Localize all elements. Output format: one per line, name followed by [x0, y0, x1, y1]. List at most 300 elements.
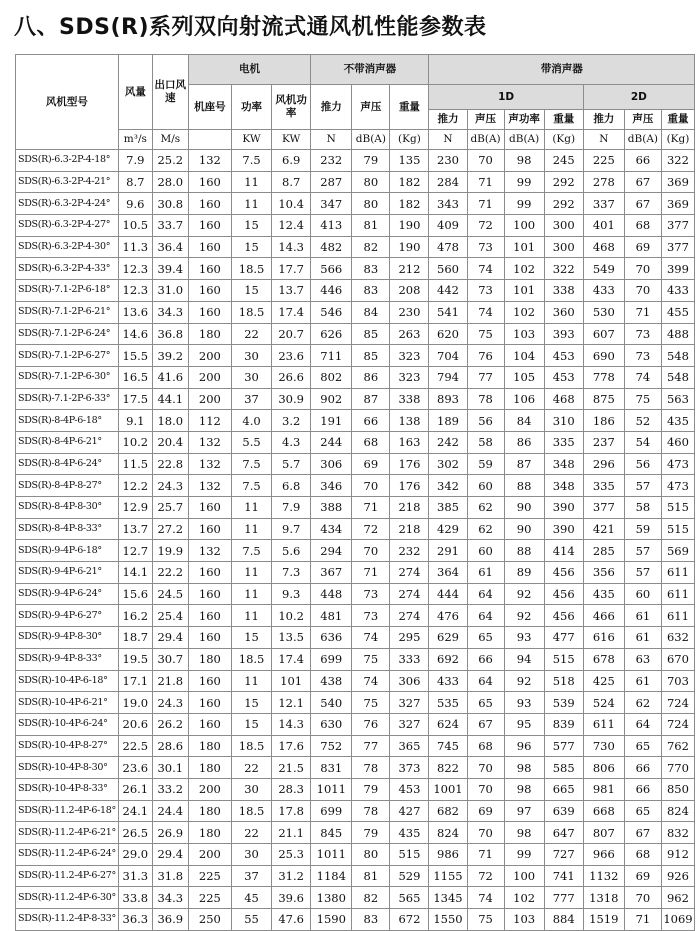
table-cell: 64: [467, 670, 504, 692]
table-cell: 429: [429, 518, 467, 540]
table-cell: 93: [504, 692, 544, 714]
table-cell: 291: [429, 540, 467, 562]
table-cell: 26.5: [118, 822, 152, 844]
table-cell: 72: [467, 215, 504, 237]
table-cell: 456: [544, 562, 583, 584]
table-cell: 413: [311, 215, 352, 237]
table-cell: 294: [311, 540, 352, 562]
table-row: [16, 301, 695, 323]
table-cell: 22: [232, 822, 272, 844]
table-cell: 435: [583, 583, 624, 605]
table-cell: 548: [661, 366, 694, 388]
table-cell: 79: [352, 822, 390, 844]
table-cell: 433: [429, 670, 467, 692]
table-cell: 530: [583, 301, 624, 323]
table-cell: 12.2: [118, 475, 152, 497]
table-cell: 1550: [429, 909, 467, 931]
table-cell: 369: [661, 171, 694, 193]
table-cell: 25.2: [152, 150, 188, 172]
table-cell: 65: [467, 692, 504, 714]
table-row: [16, 453, 695, 475]
table-cell: 274: [390, 605, 429, 627]
table-cell: 365: [390, 735, 429, 757]
table-cell: 34.3: [152, 887, 188, 909]
table-cell: 518: [544, 670, 583, 692]
table-cell: 323: [390, 345, 429, 367]
unit-1d-weight: (Kg): [544, 130, 583, 150]
table-cell: 105: [504, 366, 544, 388]
table-cell: 285: [583, 540, 624, 562]
table-cell: 24.3: [152, 692, 188, 714]
table-cell: 182: [390, 171, 429, 193]
model-cell: SDS(R)-9-4P-8-30°: [16, 627, 119, 649]
table-cell: 75: [467, 323, 504, 345]
table-cell: 29.4: [152, 844, 188, 866]
header-airflow: 风量: [118, 55, 152, 130]
table-cell: 926: [661, 865, 694, 887]
table-cell: 77: [352, 735, 390, 757]
table-row: [16, 150, 695, 172]
table-cell: 10.2: [118, 431, 152, 453]
table-cell: 29.0: [118, 844, 152, 866]
table-cell: 13.6: [118, 301, 152, 323]
table-cell: 822: [429, 757, 467, 779]
table-cell: 12.4: [272, 215, 311, 237]
table-cell: 409: [429, 215, 467, 237]
table-row: [16, 323, 695, 345]
table-cell: 83: [352, 258, 390, 280]
table-cell: 4.0: [232, 410, 272, 432]
table-cell: 327: [390, 713, 429, 735]
table-cell: 724: [661, 692, 694, 714]
table-cell: 76: [467, 345, 504, 367]
table-cell: 824: [661, 800, 694, 822]
table-cell: 36.8: [152, 323, 188, 345]
table-cell: 25.4: [152, 605, 188, 627]
table-cell: 132: [188, 475, 231, 497]
table-cell: 12.3: [118, 258, 152, 280]
table-cell: 22: [232, 323, 272, 345]
table-cell: 611: [661, 583, 694, 605]
header-model: 风机型号: [16, 55, 119, 150]
table-cell: 535: [429, 692, 467, 714]
table-cell: 17.1: [118, 670, 152, 692]
table-cell: 99: [504, 844, 544, 866]
table-cell: 26.1: [118, 778, 152, 800]
table-cell: 80: [352, 171, 390, 193]
table-cell: 74: [352, 627, 390, 649]
table-cell: 455: [661, 301, 694, 323]
table-cell: 160: [188, 215, 231, 237]
table-cell: 68: [624, 215, 661, 237]
model-cell: SDS(R)-6.3-2P-4-21°: [16, 171, 119, 193]
table-row: [16, 345, 695, 367]
table-cell: 15: [232, 692, 272, 714]
table-cell: 112: [188, 410, 231, 432]
table-cell: 60: [467, 540, 504, 562]
table-cell: 17.8: [272, 800, 311, 822]
table-cell: 335: [544, 431, 583, 453]
table-cell: 630: [311, 713, 352, 735]
model-cell: SDS(R)-6.3-2P-4-33°: [16, 258, 119, 280]
model-cell: SDS(R)-9-4P-6-21°: [16, 562, 119, 584]
table-cell: 12.7: [118, 540, 152, 562]
table-cell: 30.1: [152, 757, 188, 779]
table-row: [16, 909, 695, 931]
table-cell: 435: [390, 822, 429, 844]
table-cell: 17.6: [272, 735, 311, 757]
table-cell: 287: [311, 171, 352, 193]
table-cell: 17.4: [272, 648, 311, 670]
table-cell: 225: [188, 865, 231, 887]
table-cell: 26.9: [152, 822, 188, 844]
table-cell: 13.7: [272, 280, 311, 302]
table-cell: 16.5: [118, 366, 152, 388]
table-cell: 807: [583, 822, 624, 844]
table-cell: 456: [544, 583, 583, 605]
table-cell: 385: [429, 497, 467, 519]
table-cell: 360: [544, 301, 583, 323]
table-cell: 94: [504, 648, 544, 670]
table-cell: 333: [390, 648, 429, 670]
table-cell: 61: [624, 627, 661, 649]
table-cell: 78: [467, 388, 504, 410]
table-cell: 64: [467, 605, 504, 627]
table-row: [16, 518, 695, 540]
table-cell: 44.1: [152, 388, 188, 410]
table-row: [16, 865, 695, 887]
table-row: [16, 757, 695, 779]
table-cell: 540: [311, 692, 352, 714]
table-cell: 212: [390, 258, 429, 280]
table-row: [16, 171, 695, 193]
table-cell: 70: [467, 778, 504, 800]
table-row: [16, 497, 695, 519]
table-cell: 337: [583, 193, 624, 215]
table-cell: 189: [429, 410, 467, 432]
table-cell: 515: [661, 518, 694, 540]
page-title: 八、SDS(R)系列双向射流式通风机性能参数表: [14, 15, 487, 40]
table-cell: 31.0: [152, 280, 188, 302]
table-row: [16, 193, 695, 215]
table-cell: 473: [661, 453, 694, 475]
table-cell: 8.7: [118, 171, 152, 193]
table-cell: 912: [661, 844, 694, 866]
unit-airflow: m³/s: [118, 130, 152, 150]
table-cell: 98: [504, 150, 544, 172]
header-frame: 机座号: [188, 85, 231, 130]
table-cell: 70: [624, 280, 661, 302]
table-cell: 14.3: [272, 236, 311, 258]
table-cell: 200: [188, 778, 231, 800]
header-with-silencer: 带消声器: [429, 55, 695, 85]
header-motor: 电机: [188, 55, 310, 85]
table-cell: 453: [544, 366, 583, 388]
table-cell: 569: [661, 540, 694, 562]
table-row: [16, 822, 695, 844]
table-cell: 15.6: [118, 583, 152, 605]
table-cell: 81: [352, 215, 390, 237]
table-cell: 22.8: [152, 453, 188, 475]
header-1d-sound-power: 声功率: [504, 110, 544, 130]
table-cell: 66: [624, 150, 661, 172]
table-cell: 24.3: [152, 475, 188, 497]
table-cell: 21.1: [272, 822, 311, 844]
table-cell: 242: [429, 431, 467, 453]
table-cell: 218: [390, 518, 429, 540]
table-cell: 88: [504, 540, 544, 562]
table-cell: 87: [504, 453, 544, 475]
table-cell: 98: [504, 778, 544, 800]
table-cell: 232: [311, 150, 352, 172]
table-cell: 104: [504, 345, 544, 367]
table-cell: 377: [661, 236, 694, 258]
table-row: [16, 215, 695, 237]
table-cell: 54: [624, 431, 661, 453]
table-cell: 82: [352, 887, 390, 909]
table-cell: 68: [352, 431, 390, 453]
table-cell: 741: [544, 865, 583, 887]
model-cell: SDS(R)-10-4P-8-33°: [16, 778, 119, 800]
unit-power: KW: [232, 130, 272, 150]
table-cell: 70: [352, 540, 390, 562]
table-cell: 176: [390, 475, 429, 497]
table-cell: 338: [544, 280, 583, 302]
table-cell: 845: [311, 822, 352, 844]
table-cell: 92: [504, 605, 544, 627]
table-cell: 421: [583, 518, 624, 540]
table-cell: 57: [624, 475, 661, 497]
model-cell: SDS(R)-8-4P-6-18°: [16, 410, 119, 432]
table-cell: 11.5: [118, 453, 152, 475]
table-cell: 66: [624, 778, 661, 800]
table-cell: 711: [311, 345, 352, 367]
table-cell: 71: [467, 844, 504, 866]
table-cell: 26.2: [152, 713, 188, 735]
table-cell: 20.4: [152, 431, 188, 453]
table-cell: 76: [352, 713, 390, 735]
table-cell: 1519: [583, 909, 624, 931]
table-cell: 699: [311, 800, 352, 822]
table-cell: 180: [188, 822, 231, 844]
table-cell: 100: [504, 865, 544, 887]
table-row: [16, 713, 695, 735]
table-cell: 18.5: [232, 648, 272, 670]
table-cell: 28.3: [272, 778, 311, 800]
table-cell: 160: [188, 280, 231, 302]
table-cell: 86: [352, 366, 390, 388]
table-cell: 323: [390, 366, 429, 388]
table-cell: 163: [390, 431, 429, 453]
table-cell: 566: [311, 258, 352, 280]
table-cell: 377: [661, 215, 694, 237]
table-cell: 98: [504, 757, 544, 779]
table-cell: 18.5: [232, 258, 272, 280]
table-cell: 476: [429, 605, 467, 627]
table-cell: 64: [624, 713, 661, 735]
table-cell: 160: [188, 518, 231, 540]
table-cell: 6.8: [272, 475, 311, 497]
table-cell: 11: [232, 497, 272, 519]
table-cell: 11: [232, 193, 272, 215]
table-cell: 72: [352, 518, 390, 540]
model-cell: SDS(R)-11.2-4P-6-24°: [16, 844, 119, 866]
table-cell: 390: [544, 518, 583, 540]
table-cell: 18.5: [232, 800, 272, 822]
table-cell: 22: [232, 757, 272, 779]
table-cell: 22.5: [118, 735, 152, 757]
table-cell: 986: [429, 844, 467, 866]
table-cell: 444: [429, 583, 467, 605]
table-cell: 27.2: [152, 518, 188, 540]
unit-2d-weight: (Kg): [661, 130, 694, 150]
table-cell: 28.0: [152, 171, 188, 193]
table-cell: 73: [624, 323, 661, 345]
model-cell: SDS(R)-11.2-4P-8-33°: [16, 909, 119, 931]
table-cell: 77: [467, 366, 504, 388]
table-cell: 620: [429, 323, 467, 345]
table-cell: 180: [188, 323, 231, 345]
table-cell: 10.4: [272, 193, 311, 215]
table-row: [16, 583, 695, 605]
table-cell: 607: [583, 323, 624, 345]
table-cell: 902: [311, 388, 352, 410]
table-cell: 23.6: [272, 345, 311, 367]
table-row: [16, 366, 695, 388]
table-cell: 327: [390, 692, 429, 714]
table-row: [16, 778, 695, 800]
table-cell: 347: [311, 193, 352, 215]
table-cell: 300: [544, 236, 583, 258]
table-cell: 15: [232, 713, 272, 735]
table-cell: 135: [390, 150, 429, 172]
table-cell: 99: [504, 171, 544, 193]
table-cell: 274: [390, 562, 429, 584]
unit-spl: dB(A): [352, 130, 390, 150]
table-cell: 96: [504, 735, 544, 757]
table-cell: 30: [232, 844, 272, 866]
table-cell: 37: [232, 865, 272, 887]
table-cell: 832: [661, 822, 694, 844]
table-cell: 230: [429, 150, 467, 172]
table-cell: 448: [311, 583, 352, 605]
table-cell: 616: [583, 627, 624, 649]
table-cell: 322: [661, 150, 694, 172]
table-cell: 67: [624, 171, 661, 193]
table-cell: 460: [661, 431, 694, 453]
table-cell: 86: [504, 431, 544, 453]
table-cell: 682: [429, 800, 467, 822]
table-cell: 85: [352, 345, 390, 367]
table-cell: 60: [467, 475, 504, 497]
table-cell: 61: [624, 605, 661, 627]
table-cell: 11: [232, 562, 272, 584]
table-cell: 73: [624, 345, 661, 367]
table-cell: 966: [583, 844, 624, 866]
table-cell: 11: [232, 171, 272, 193]
table-cell: 367: [311, 562, 352, 584]
table-cell: 7.9: [272, 497, 311, 519]
header-no-silencer: 不带消声器: [311, 55, 429, 85]
model-cell: SDS(R)-9-4P-6-18°: [16, 540, 119, 562]
table-cell: 28.6: [152, 735, 188, 757]
table-cell: 57: [624, 540, 661, 562]
table-cell: 24.4: [152, 800, 188, 822]
table-cell: 200: [188, 366, 231, 388]
table-row: [16, 236, 695, 258]
table-cell: 88: [504, 475, 544, 497]
model-cell: SDS(R)-7.1-2P-6-30°: [16, 366, 119, 388]
table-cell: 9.1: [118, 410, 152, 432]
table-row: [16, 431, 695, 453]
unit-1d-spl: dB(A): [467, 130, 504, 150]
table-cell: 14.6: [118, 323, 152, 345]
table-cell: 14.3: [272, 713, 311, 735]
table-cell: 10.2: [272, 605, 311, 627]
table-cell: 75: [352, 648, 390, 670]
table-cell: 16.2: [118, 605, 152, 627]
table-cell: 13.5: [272, 627, 311, 649]
table-cell: 1011: [311, 778, 352, 800]
table-cell: 56: [467, 410, 504, 432]
table-cell: 468: [544, 388, 583, 410]
unit-weight: (Kg): [390, 130, 429, 150]
table-cell: 73: [352, 605, 390, 627]
table-cell: 17.7: [272, 258, 311, 280]
header-thrust: 推力: [311, 85, 352, 130]
model-cell: SDS(R)-6.3-2P-4-24°: [16, 193, 119, 215]
table-row: [16, 388, 695, 410]
table-cell: 160: [188, 236, 231, 258]
table-cell: 11: [232, 605, 272, 627]
table-cell: 55: [232, 909, 272, 931]
table-row: [16, 562, 695, 584]
table-cell: 101: [504, 236, 544, 258]
table-cell: 68: [467, 735, 504, 757]
table-cell: 343: [429, 193, 467, 215]
table-cell: 71: [467, 171, 504, 193]
model-cell: SDS(R)-11.2-4P-6-18°: [16, 800, 119, 822]
header-2d-thrust: 推力: [583, 110, 624, 130]
table-cell: 200: [188, 345, 231, 367]
table-cell: 100: [504, 215, 544, 237]
table-cell: 10.5: [118, 215, 152, 237]
table-cell: 30: [232, 778, 272, 800]
table-cell: 74: [467, 301, 504, 323]
table-cell: 6.9: [272, 150, 311, 172]
table-cell: 90: [504, 518, 544, 540]
table-cell: 539: [544, 692, 583, 714]
table-cell: 278: [583, 171, 624, 193]
table-cell: 65: [624, 735, 661, 757]
table-cell: 414: [544, 540, 583, 562]
table-cell: 356: [583, 562, 624, 584]
table-cell: 295: [390, 627, 429, 649]
table-cell: 632: [661, 627, 694, 649]
header-weight: 重量: [390, 85, 429, 130]
table-cell: 433: [661, 280, 694, 302]
table-cell: 66: [467, 648, 504, 670]
table-cell: 434: [311, 518, 352, 540]
table-cell: 5.6: [272, 540, 311, 562]
table-cell: 678: [583, 648, 624, 670]
table-cell: 438: [311, 670, 352, 692]
table-cell: 401: [583, 215, 624, 237]
model-cell: SDS(R)-11.2-4P-6-27°: [16, 865, 119, 887]
model-cell: SDS(R)-10-4P-8-27°: [16, 735, 119, 757]
table-cell: 338: [390, 388, 429, 410]
table-cell: 292: [544, 193, 583, 215]
